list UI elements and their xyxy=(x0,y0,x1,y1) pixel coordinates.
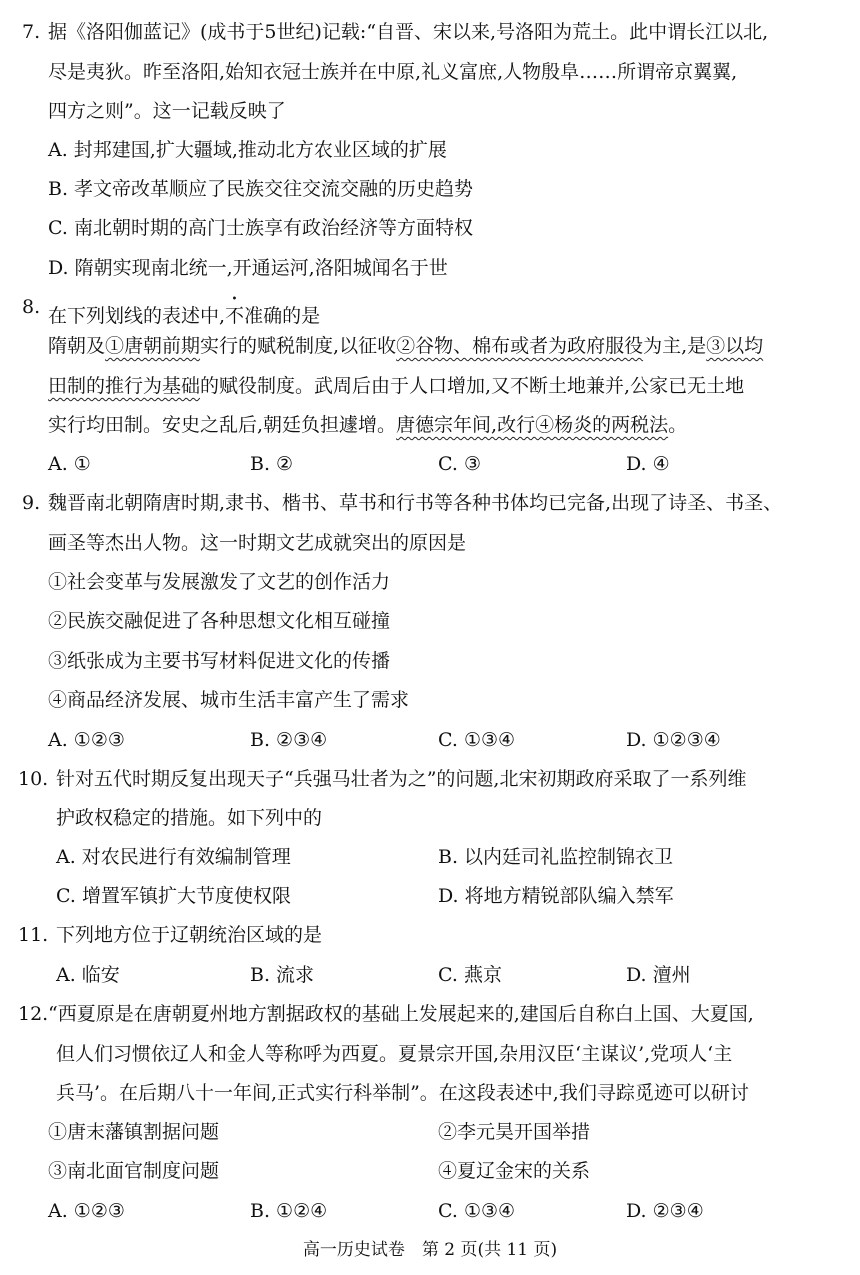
passage-text: 隋朝及 xyxy=(48,335,106,357)
option-a: A. 封邦建国,扩大疆域,推动北方农业区域的扩展 xyxy=(48,139,447,161)
option-c: C. ①③④ xyxy=(438,729,516,751)
passage-text: 实行的赋税制度,以征收 xyxy=(200,335,397,357)
question-stem-line: 据《洛阳伽蓝记》(成书于5世纪)记载:“自晋、宋以来,号洛阳为荒土。此中谓长江以北, xyxy=(48,21,769,43)
underlined-statement-3: ③以均 xyxy=(706,335,764,357)
statement-item: ④夏辽金宋的关系 xyxy=(438,1160,591,1182)
passage-text: 的赋役制度。武周后由于人口增加,又不断土地兼并,公家已无土地 xyxy=(200,375,745,397)
question-stem-line: 兵马’。在后期八十一年间,正式实行科举制”。在这段表述中,我们寻踪觅迹可以研讨 xyxy=(56,1082,749,1104)
statement-item: ②李元昊开国举措 xyxy=(438,1121,591,1143)
statement-item: ③南北面官制度问题 xyxy=(48,1160,220,1182)
emphasized-word: 不 xyxy=(225,305,245,327)
option-a: A. ①②③ xyxy=(48,1200,125,1222)
passage-line xyxy=(48,412,687,438)
option-c: C. 燕京 xyxy=(438,964,502,986)
question-stem-line: 尽是夷狄。昨至洛阳,始知衣冠士族并在中原,礼义富庶,人物殷阜……所谓帝京翼翼, xyxy=(48,61,738,83)
option-a: A. ①②③ xyxy=(48,729,125,751)
question-stem-line: “西夏原是在唐朝夏州地方割据政权的基础上发展起来的,建国后自称白上国、大夏国, xyxy=(48,1003,754,1025)
option-d: D. 将地方精锐部队编入禁军 xyxy=(438,885,674,907)
option-c: C. 南北朝时期的高门士族享有政治经济等方面特权 xyxy=(48,217,473,239)
question-number: 10. xyxy=(18,768,49,790)
option-a: A. ① xyxy=(48,453,91,475)
option-d: D. 澶州 xyxy=(626,964,691,986)
option-b: B. 孝文帝改革顺应了民族交往交流交融的历史趋势 xyxy=(48,178,474,200)
option-c: C. 增置军镇扩大节度使权限 xyxy=(56,885,291,907)
option-b: B. ②③④ xyxy=(250,729,328,751)
question-number: 11. xyxy=(18,924,49,946)
option-b: B. ①②④ xyxy=(250,1200,328,1222)
stem-text: 准确的是 xyxy=(244,305,321,327)
question-number: 7. xyxy=(22,21,41,43)
underlined-statement-3: 田制的推行为基础 xyxy=(48,375,201,397)
statement-item: ③纸张成为主要书写材料促进文化的传播 xyxy=(48,650,391,672)
statement-item: ②民族交融促进了各种思想文化相互碰撞 xyxy=(48,610,391,632)
option-c: C. ①③④ xyxy=(438,1200,516,1222)
question-stem-line: 但人们习惯依辽人和金人等称呼为西夏。夏景宗开国,杂用汉臣‘主谋议’,党项人‘主 xyxy=(56,1043,733,1065)
underlined-statement-1: ①唐朝前期 xyxy=(105,335,201,357)
underlined-statement-2: ②谷物、棉布或者为政府服役 xyxy=(396,335,644,357)
underlined-statement-4: 唐德宗年间,改行④杨炎的两税法 xyxy=(396,414,669,436)
question-stem-line: 护政权稳定的措施。如下列中的 xyxy=(56,807,323,829)
question-stem-line: 魏晋南北朝隋唐时期,隶书、楷书、草书和行书等各种书体均已完备,出现了诗圣、书圣、 xyxy=(48,492,783,514)
option-b: B. ② xyxy=(250,453,294,475)
question-stem-line: 针对五代时期反复出现天子“兵强马壮者为之”的问题,北宋初期政府采取了一系列维 xyxy=(56,768,747,790)
option-d: D. ①②③④ xyxy=(626,729,721,751)
option-a: A. 临安 xyxy=(56,964,120,986)
passage-line xyxy=(48,333,763,359)
option-d: D. ④ xyxy=(626,453,670,475)
question-stem-line xyxy=(48,294,320,329)
question-number: 12. xyxy=(18,1003,49,1025)
question-stem-line: 四方之则”。这一记载反映了 xyxy=(48,100,286,122)
passage-text: 。 xyxy=(668,414,688,436)
option-d: D. ②③④ xyxy=(626,1200,704,1222)
option-b: B. 流求 xyxy=(250,964,315,986)
question-number: 9. xyxy=(22,492,41,514)
option-a: A. 对农民进行有效编制管理 xyxy=(56,846,291,868)
statement-item: ④商品经济发展、城市生活丰富产生了需求 xyxy=(48,689,410,711)
stem-text: 在下列划线的表述中, xyxy=(48,305,226,327)
passage-line xyxy=(48,373,744,399)
passage-text: 实行均田制。安史之乱后,朝廷负担遽增。 xyxy=(48,414,397,436)
option-d: D. 隋朝实现南北统一,开通运河,洛阳城闻名于世 xyxy=(48,257,448,279)
option-b: B. 以内廷司礼监控制锦衣卫 xyxy=(438,846,674,868)
option-c: C. ③ xyxy=(438,453,481,475)
question-number: 8. xyxy=(22,296,41,318)
passage-text: 为主,是 xyxy=(643,335,707,357)
statement-item: ①社会变革与发展激发了文艺的创作活力 xyxy=(48,571,391,593)
question-stem-line: 画圣等杰出人物。这一时期文艺成就突出的原因是 xyxy=(48,532,467,554)
page-footer: 高一历史试卷 第 2 页(共 11 页) xyxy=(302,1240,558,1260)
question-stem-line: 下列地方位于辽朝统治区域的是 xyxy=(56,924,323,946)
statement-item: ①唐末藩镇割据问题 xyxy=(48,1121,220,1143)
